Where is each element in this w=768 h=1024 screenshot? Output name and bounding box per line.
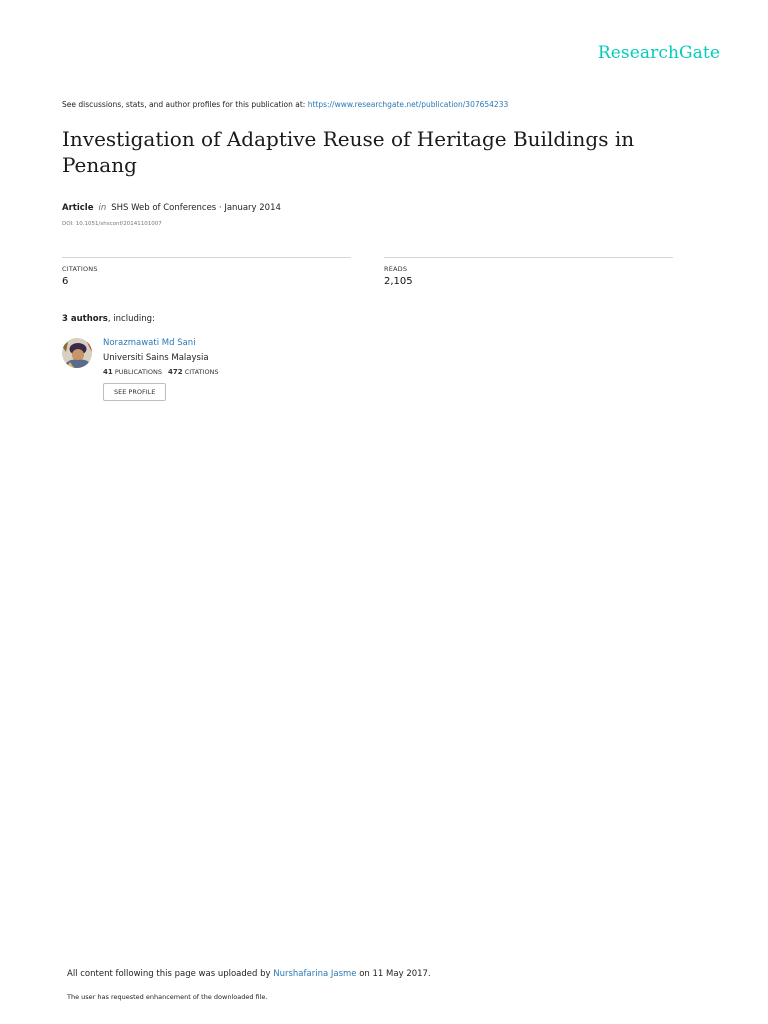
see-profile-button[interactable]: SEE PROFILE (103, 383, 166, 401)
author-affiliation: Universiti Sains Malaysia (103, 353, 209, 363)
uploader-link[interactable]: Nurshafarina Jasme (273, 969, 357, 979)
publication-type: Article (62, 203, 94, 213)
publication-url-link[interactable]: https://www.researchgate.net/publication/307654233 (307, 100, 509, 109)
author-avatar[interactable] (62, 338, 92, 368)
publication-doi: DOI: 10.1051/shsconf/20141101007 (62, 221, 162, 227)
publication-title: Investigation of Adaptive Reuse of Heritage Buildings in Penang (62, 127, 635, 177)
author-publications-label: PUBLICATIONS (114, 368, 162, 376)
avatar-image (62, 338, 92, 368)
reads-stat (384, 257, 673, 287)
citations-label: CITATIONS (62, 265, 98, 273)
see-discussions-text: See discussions, stats, and author profiles for this publication at: (62, 100, 308, 109)
author-publications-count: 41 (103, 368, 113, 376)
upload-info-line (67, 969, 431, 979)
citations-stat (62, 257, 351, 287)
citations-value: 6 (62, 276, 69, 287)
author-citations-label: CITATIONS (184, 368, 219, 376)
reads-value: 2,105 (384, 276, 413, 287)
author-stats (103, 368, 219, 376)
publication-venue-date: SHS Web of Conferences · January 2014 (111, 203, 281, 213)
researchgate-logo[interactable]: ResearchGate (597, 43, 720, 63)
authors-including: , including: (107, 314, 155, 324)
in-word: in (98, 203, 107, 213)
authors-heading (62, 314, 155, 324)
upload-suffix: on 11 May 2017. (356, 969, 431, 979)
author-card (103, 338, 219, 401)
author-citations-count: 472 (167, 368, 183, 376)
publication-meta (62, 203, 281, 213)
upload-prefix: All content following this page was uploaded by (67, 969, 274, 979)
see-discussions-line (62, 100, 508, 109)
enhancement-note: The user has requested enhancement of the downloaded file. (67, 993, 268, 1001)
reads-label: READS (384, 265, 408, 273)
author-name-link[interactable]: Norazmawati Md Sani (103, 338, 196, 348)
authors-count: 3 authors (62, 314, 108, 324)
